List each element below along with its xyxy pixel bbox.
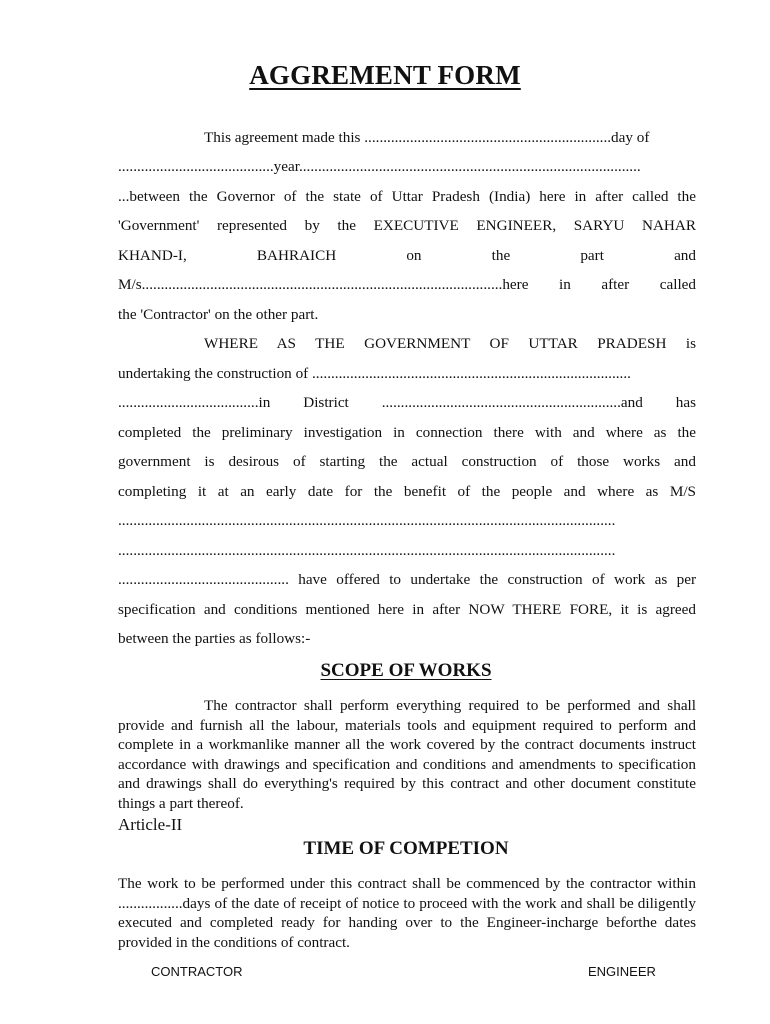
opening-line: the 'Contractor' on the other part. [118,306,319,323]
article-label: Article-II [118,815,183,834]
opening-line: WHERE AS THE GOVERNMENT OF UTTAR PRADESH is [204,335,696,352]
opening-line: specification and conditions mentioned here in after NOW THERE FORE, it is agreed [118,601,696,618]
page-title: AGGREMENT FORM [249,60,521,90]
engineer-signature-label: ENGINEER [588,964,656,979]
scope-heading: SCOPE OF WORKS [320,660,492,681]
opening-line: KHAND-I, BAHRAICH on the part and [118,247,696,264]
scope-body: The contractor shall perform everything required to be performed and shall provide and furnish all the labour, materials tools and equipment required to perform and complete in a workmanlike manner all the work covered by the contract documents instruct accordance with drawings and specification and conditions and amendments to specification and drawings shall do everything's required by this contract and other document constitute things a part thereof. [118,697,696,812]
opening-line: completed the preliminary investigation in connection there with and where as the [118,424,696,441]
opening-line: between the parties as follows:- [118,630,311,647]
completion-paragraph: The work to be performed under this contract shall be commenced by the contractor within .................days of the date of receipt of notice to proceed with the work and shall be diligently executed and completed ready for handing over to the Engineer-incharge beforthe dates provided in the conditions of contract. [118,875,696,951]
opening-line: government is desirous of starting the actual construction of those works and [118,453,696,470]
contractor-signature-label: CONTRACTOR [151,964,243,979]
opening-line: .....................................in District ...............................................................and has [118,394,696,411]
opening-line: undertaking the construction of .................................................................................... [118,365,631,382]
opening-line: 'Government' represented by the EXECUTIVE ENGINEER, SARYU NAHAR [118,217,696,234]
opening-line: This agreement made this .................................................................day of [204,129,650,146]
opening-line: ...between the Governor of the state of Uttar Pradesh (India) here in after called the [118,188,696,205]
opening-line: ............................................. have offered to undertake the construction of work as per [118,571,696,588]
opening-line: M/s...............................................................................................here in after called [118,276,696,293]
scope-paragraph [118,696,696,814]
completion-heading: TIME OF COMPETION [303,838,509,859]
opening-line: completing it at an early date for the benefit of the people and where as M/S [118,483,696,500]
opening-line: ................................................................................................................................... [118,512,616,529]
opening-line: .........................................year.......................................................................................... [118,158,641,175]
opening-line: ................................................................................................................................... [118,542,616,559]
